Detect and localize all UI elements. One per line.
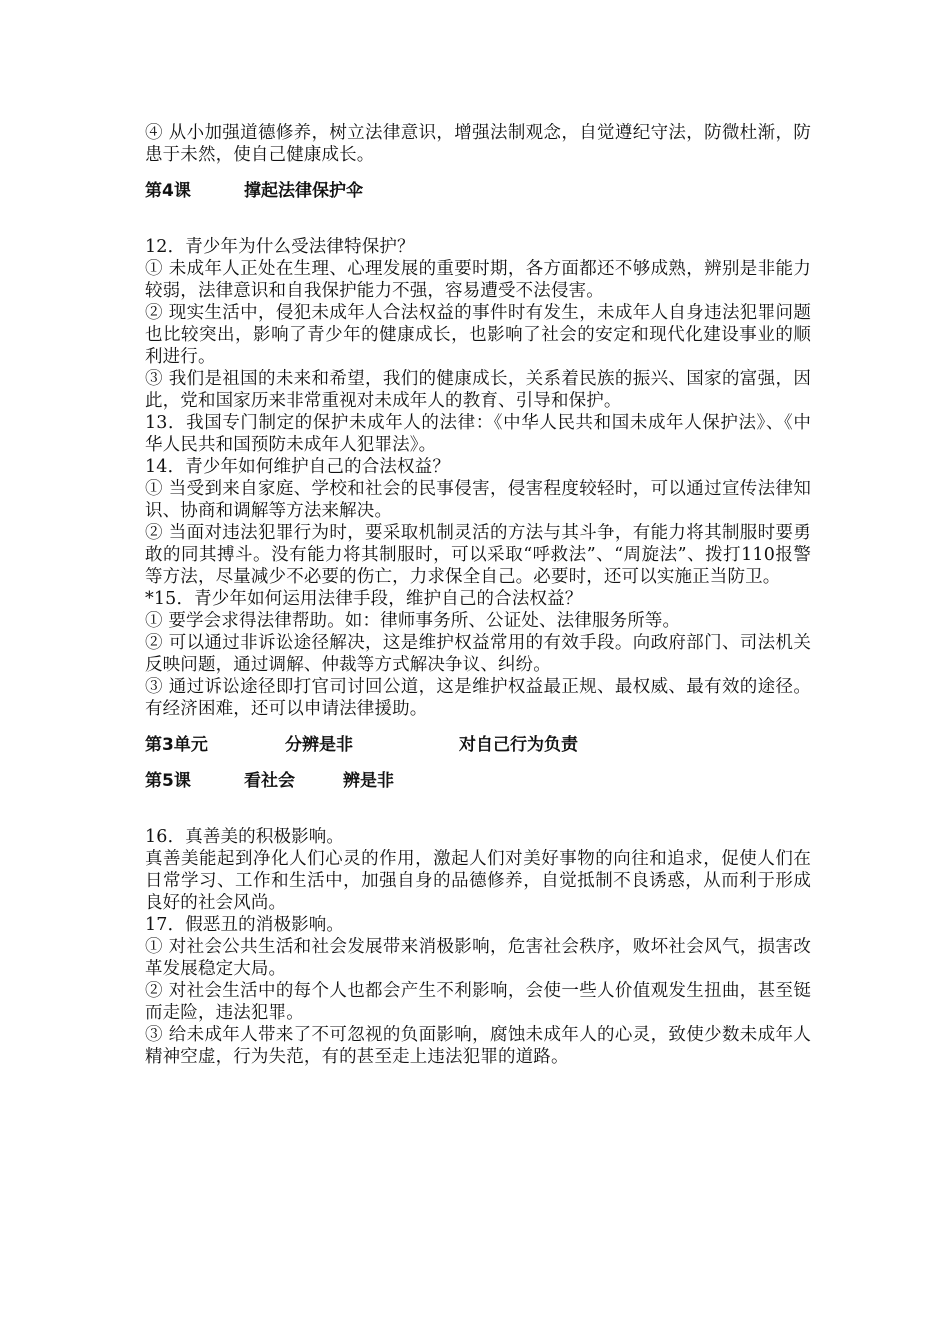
unit-3-heading [145,734,811,756]
document-body [145,122,811,1068]
q15-item-1: ① 要学会求得法律帮助。如：律师事务所、公证处、法律服务所等。 [145,611,681,631]
q17-item-2: ② 对社会生活中的每个人也都会产生不利影响，会使一些人价值观发生扭曲，甚至铤而走险，违法犯罪。 [145,981,811,1023]
q12-item-1: ① 未成年人正处在生理、心理发展的重要时期，各方面都还不够成熟，辨别是非能力较弱，法律意识和自我保护能力不强，容易遭受不法侵害。 [145,259,811,301]
q12-item-3: ③ 我们是祖国的未来和希望，我们的健康成长，关系着民族的振兴、国家的富强，因此，党和国家历来非常重视对未成年人的教育、引导和保护。 [145,369,811,411]
q12-title: 12．青少年为什么受法律特保护？ [145,237,415,257]
q17-item-1: ① 对社会公共生活和社会发展带来消极影响，危害社会秩序，败坏社会风气，损害改革发展稳定大局。 [145,937,811,979]
q13-title: 13．我国专门制定的保护未成年人的法律：《中华人民共和国未成年人保护法》、《中华人民共和国预防未成年人犯罪法》。 [145,413,811,455]
unit-3-subtitle: 对自己行为负责 [459,735,578,755]
unit-3-number: 第3单元 [145,735,208,755]
q17-item-3: ③ 给未成年人带来了不可忽视的负面影响，腐蚀未成年人的心灵，致使少数未成年人精神空虚，行为失范，有的甚至走上违法犯罪的道路。 [145,1025,811,1067]
paragraph-previous-item-4: ④ 从小加强道德修养，树立法律意识，增强法制观念，自觉遵纪守法，防微杜渐，防患于未然，使自己健康成长。 [145,123,811,165]
q15-item-3: ③ 通过诉讼途径即打官司讨回公道，这是维护权益最正规、最权威、最有效的途径。有经济困难，还可以申请法律援助。 [145,677,811,719]
lesson-4-title: 撑起法律保护伞 [244,181,363,201]
q16-body: 真善美能起到净化人们心灵的作用，激起人们对美好事物的向往和追求，促使人们在日常学习、工作和生活中，加强自身的品德修养，自觉抵制不良诱惑，从而利于形成良好的社会风尚。 [145,849,811,913]
q12-item-2: ② 现实生活中，侵犯未成年人合法权益的事件时有发生，未成年人自身违法犯罪问题也比较突出，影响了青少年的健康成长，也影响了社会的安定和现代化建设事业的顺利进行。 [145,303,811,367]
q15-item-2: ② 可以通过非诉讼途径解决，这是维护权益常用的有效手段。向政府部门、司法机关反映问题，通过调解、仲裁等方式解决争议、纠纷。 [145,633,811,675]
lesson-4-heading [145,180,811,202]
q17-title: 17．假恶丑的消极影响。 [145,915,345,935]
q14-title: 14．青少年如何维护自己的合法权益？ [145,457,450,477]
q14-item-1: ① 当受到来自家庭、学校和社会的民事侵害，侵害程度较轻时，可以通过宣传法律知识、协商和调解等方法来解决。 [145,479,811,521]
q16-title: 16．真善美的积极影响。 [145,827,345,847]
lesson-5-subtitle: 辨是非 [343,771,394,791]
lesson-5-heading [145,770,811,792]
lesson-5-title: 看社会 [244,771,295,791]
lesson-4-number: 第4课 [145,181,191,201]
q14-item-2: ② 当面对违法犯罪行为时，要采取机制灵活的方法与其斗争，有能力将其制服时要勇敢的同其搏斗。没有能力将其制服时，可以采取“呼救法”、“周旋法”、拨打110报警等方法，尽量减少不必要的伤亡，力求保全自己。必要时，还可以实施正当防卫。 [145,523,811,587]
lesson-5-number: 第5课 [145,771,191,791]
q15-title: *15．青少年如何运用法律手段，维护自己的合法权益？ [145,589,583,609]
unit-3-title: 分辨是非 [285,735,353,755]
